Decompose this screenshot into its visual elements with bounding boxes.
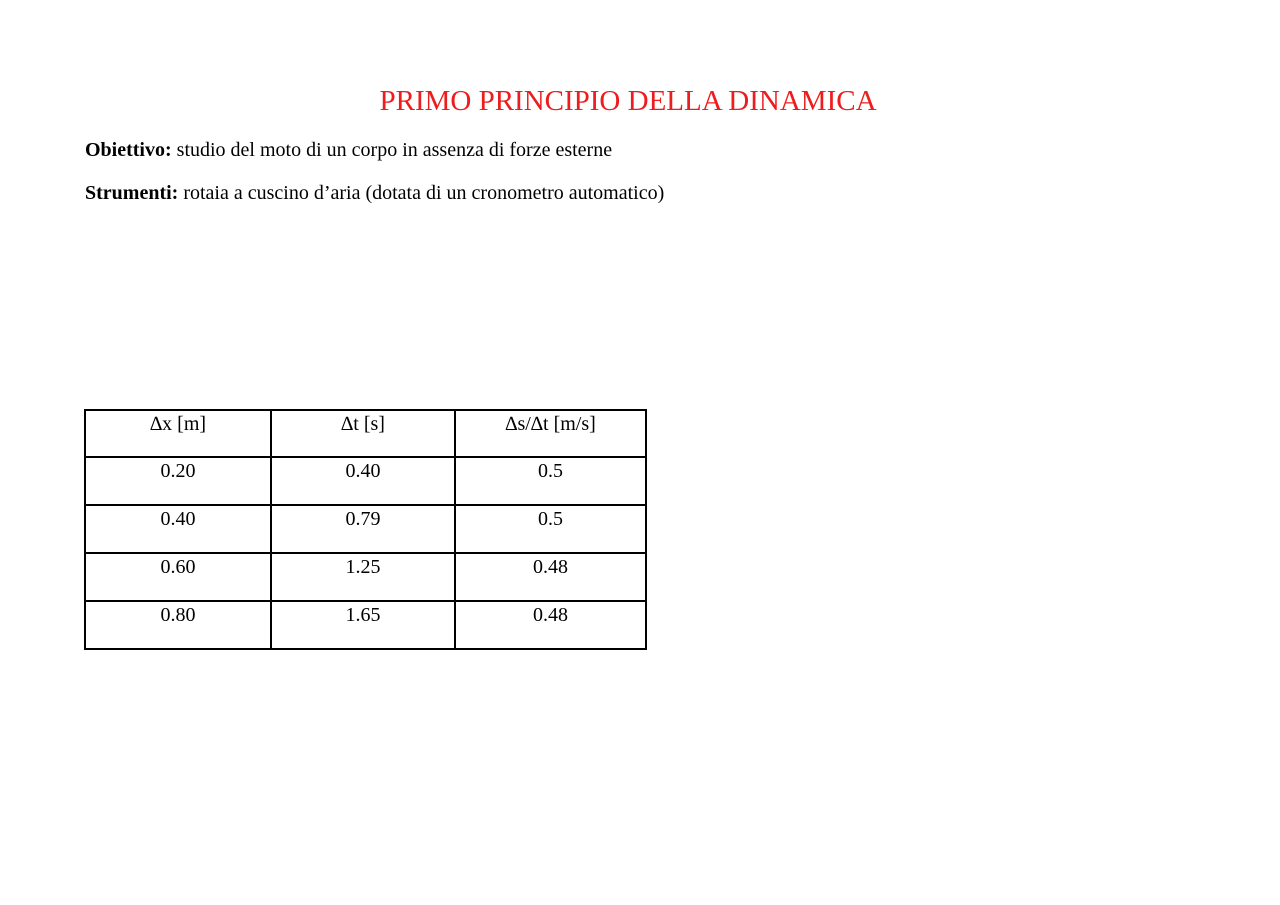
objective-text: studio del moto di un corpo in assenza di forze esterne xyxy=(171,139,613,161)
table-cell-delta-x: 0.60 xyxy=(85,553,271,601)
table-row xyxy=(85,553,646,601)
instruments-paragraph xyxy=(85,181,664,205)
table-cell-delta-x: 0.40 xyxy=(85,505,271,553)
instruments-label: Strumenti: xyxy=(85,182,179,204)
table-cell-delta-x: 0.80 xyxy=(85,601,271,649)
table-cell-delta-t: 0.40 xyxy=(271,457,455,505)
objective-label: Obiettivo: xyxy=(85,139,172,161)
table-cell-delta-t: 1.25 xyxy=(271,553,455,601)
table-cell-velocity: 0.5 xyxy=(455,505,646,553)
instruments-text: rotaia a cuscino d’aria (dotata di un cronometro automatico) xyxy=(178,182,665,204)
objective-paragraph xyxy=(85,138,612,162)
table-cell-velocity: 0.48 xyxy=(455,553,646,601)
table-row xyxy=(85,505,646,553)
table-row xyxy=(85,601,646,649)
table-cell-velocity: 0.5 xyxy=(455,457,646,505)
table-cell-delta-x: 0.20 xyxy=(85,457,271,505)
table-row xyxy=(85,457,646,505)
table-cell-delta-t: 1.65 xyxy=(271,601,455,649)
measurements-table xyxy=(84,409,647,650)
table-cell-velocity: 0.48 xyxy=(455,601,646,649)
header-velocity: ∆s/∆t [m/s] xyxy=(455,410,646,457)
document-title: PRIMO PRINCIPIO DELLA DINAMICA xyxy=(379,85,877,117)
header-delta-x: ∆x [m] xyxy=(85,410,271,457)
header-delta-t: ∆t [s] xyxy=(271,410,455,457)
table-cell-delta-t: 0.79 xyxy=(271,505,455,553)
table-header-row xyxy=(85,410,646,457)
